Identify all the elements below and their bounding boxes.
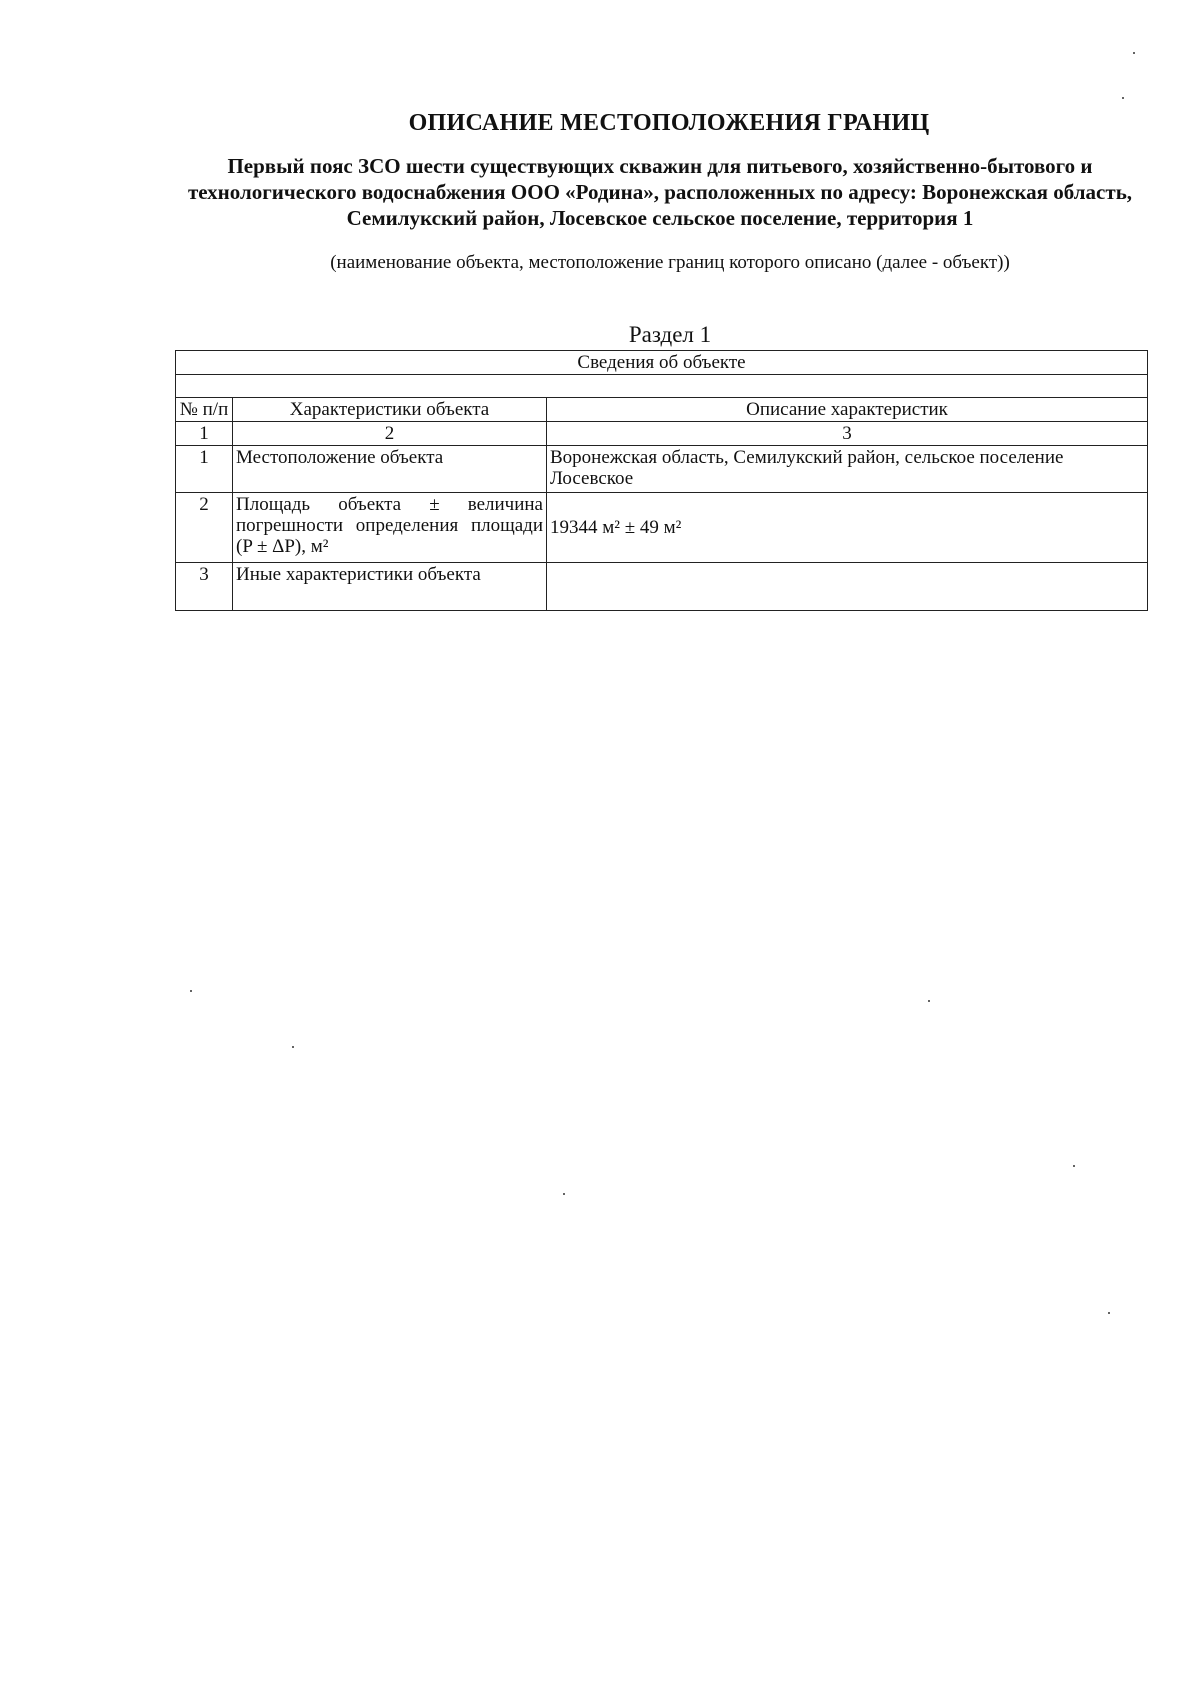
scan-speck xyxy=(1108,1312,1110,1314)
column-headers-row xyxy=(176,398,1148,422)
table-header-row xyxy=(176,351,1148,375)
table-row xyxy=(176,563,1148,611)
row-number: 1 xyxy=(176,446,233,493)
column-numbers-row xyxy=(176,422,1148,446)
scan-speck xyxy=(190,990,192,992)
row-characteristic: Местоположение объекта xyxy=(233,446,547,493)
scan-speck xyxy=(292,1046,294,1048)
row-description: Воронежская область, Семилукский район, сельское поселение Лосевское xyxy=(547,446,1148,493)
row-number: 2 xyxy=(176,493,233,563)
row-description xyxy=(547,563,1148,611)
object-name: Первый пояс ЗСО шести существующих скважин для питьевого, хозяйственно-бытового и технологического водоснабжения ООО «Родина», расположенных по адресу: Воронежская область, Семилукский район, Лосевское сельское поселение, территория 1 xyxy=(187,154,1133,230)
column-header-description: Описание характеристик xyxy=(547,398,1148,422)
scan-speck xyxy=(928,1000,930,1002)
scan-speck xyxy=(563,1193,565,1195)
column-number: 1 xyxy=(176,422,233,446)
document-title: ОПИСАНИЕ МЕСТОПОЛОЖЕНИЯ ГРАНИЦ xyxy=(408,110,930,136)
table-row xyxy=(176,446,1148,493)
row-number: 3 xyxy=(176,563,233,611)
scan-speck xyxy=(1073,1165,1075,1167)
object-info-table xyxy=(175,350,1148,611)
row-description: 19344 м² ± 49 м² xyxy=(547,493,1148,563)
row-characteristic: Площадь объекта ± величина погрешности определения площади (P ± ΔP), м² xyxy=(233,493,547,563)
table-empty-row xyxy=(176,375,1148,398)
row-characteristic: Иные характеристики объекта xyxy=(233,563,547,611)
scan-speck xyxy=(1122,97,1124,99)
column-number: 3 xyxy=(547,422,1148,446)
table-row xyxy=(176,493,1148,563)
column-header-num: № п/п xyxy=(176,398,233,422)
object-name-caption: (наименование объекта, местоположение границ которого описано (далее - объект)) xyxy=(330,252,1010,273)
empty-cell xyxy=(176,375,1148,398)
section-title: Раздел 1 xyxy=(628,322,712,347)
column-header-characteristic: Характеристики объекта xyxy=(233,398,547,422)
table-header: Сведения об объекте xyxy=(176,351,1148,375)
column-number: 2 xyxy=(233,422,547,446)
scan-speck xyxy=(1133,52,1135,54)
